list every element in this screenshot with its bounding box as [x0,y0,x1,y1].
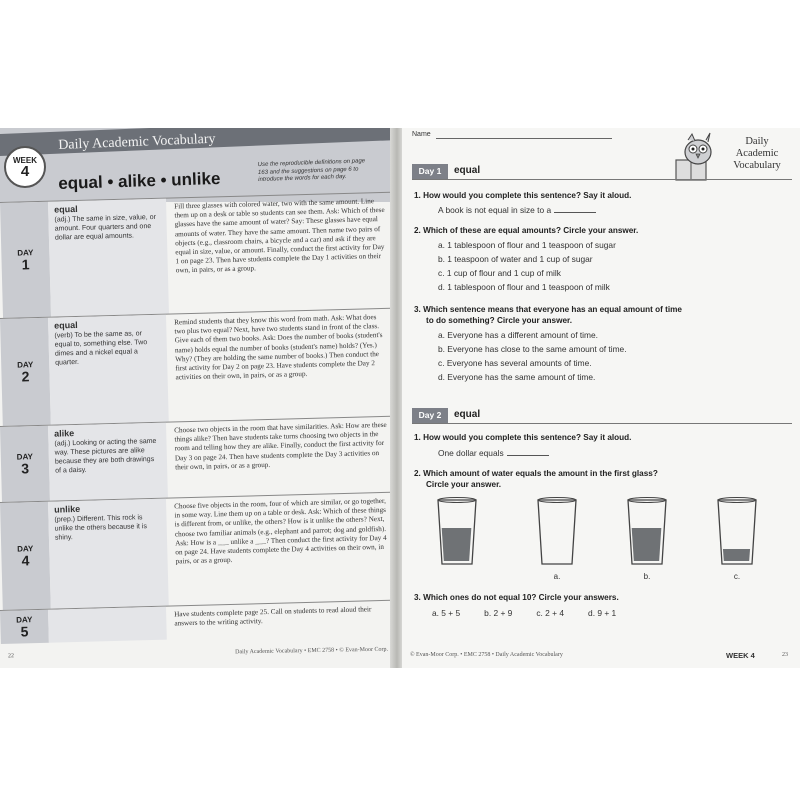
term: equal [54,319,78,331]
activity-cell: Have students complete page 25. Call on students to read aloud their answers to the writing activity. [174,605,372,628]
q3-option-b[interactable]: b. Everyone has close to the same amount of time. [438,344,627,354]
day2-word: equal [454,409,481,420]
day-row-4 [0,492,396,610]
definition: (prep.) Different. This rock is unlike the others because it is shiny. [54,514,148,542]
week-number: 4 [20,163,30,180]
definition-cell [48,423,168,501]
week-label: WEEK [13,156,37,165]
day-label: DAY 4 [0,502,51,610]
day2-question-1: 1. How would you complete this sentence? Say it aloud. [414,433,632,442]
glass-c[interactable] [716,496,758,568]
question-3-line1: 3. Which sentence means that everyone has an equal amount of time [414,305,682,314]
day-table [0,197,396,644]
definition: (adj.) The same in size, value, or amount. Four quarters and one dollar are equal amounts. [54,213,156,242]
day-row-2 [0,308,396,426]
day2-tag: Day 2 [412,408,448,423]
question-2: 2. Which of these are equal amounts? Circle your answer. [414,226,639,235]
water-fill [723,549,750,561]
glass-label-b: b. [643,572,651,581]
glass-label-c: c. [733,572,741,581]
activity-cell: Choose five objects in the room, four of which are similar, or go together, in some way. Line them up on a table or desk. Ask: Which of these things is different from, or unlike, the others? How is it unlike the others? Next, choose two familiar animals (e.g., elephant and parrot; dog and goldfish). Ask: How is a ___ unlike a ___? Then conduct the first activity for Day 4 on page 24. Have students complete the Day 4 activities on their own, in pairs, or as a group. [174,496,387,566]
question-3-line2: to do something? Circle your answer. [426,316,573,325]
q2-option-d[interactable]: d. 1 tablespoon of flour and 1 teaspoon of milk [438,282,610,292]
definition-cell [48,607,167,643]
d2q3-option-d[interactable]: d. 9 + 1 [588,608,617,618]
instruction-note: Use the reproducible definitions on page 163 and the suggestions on page 6 to introduce the words for each day. [257,158,366,184]
day-label: DAY 2 [0,318,51,426]
q1-prompt: A book is not equal in size to a [438,205,596,215]
day2-header [412,408,792,424]
answer-blank[interactable] [507,455,549,456]
banner-title: Daily Academic Vocabulary [58,131,216,153]
day2-question-2-line2: Circle your answer. [426,480,502,489]
activity-cell: Fill three glasses with colored water, two with the same amount. Line them up on a desk or table so students can see them. Ask: Which of these glasses have the same amount of water? Say: These glasses have equal amounts of water. They have the same amount. Then name two pairs of objects (e.g., classroom chairs, a bicycle and a car) and ask if they are equal in size, value, or amount. Finally, conduct the first activity for Day 1 on page 23. Then have students complete the Day 1 activities on their own, in pairs, or as a group. [174,197,385,275]
water-fill [442,528,472,561]
q2-option-a[interactable]: a. 1 tablespoon of flour and 1 teaspoon of sugar [438,240,616,250]
left-page-header [0,128,396,202]
page-number: 23 [782,652,788,658]
definition-cell [48,199,169,317]
day-label: DAY 1 [0,202,51,318]
day2-question-2-line1: 2. Which amount of water equals the amount in the first glass? [414,469,658,478]
q3-option-a[interactable]: a. Everyone has a different amount of time. [438,330,598,340]
day-label: DAY 5 [0,610,49,644]
day1-tag: Day 1 [412,164,448,179]
activity-cell: Choose two objects in the room that have similarities. Ask: How are these things alike? Then have students take turns choosing two objects in the room and telling how they are alike. Finally, conduct the first activity for Day 3 on page 24. Then have students complete the Day 3 activities on their own, in pairs, or as a group. [174,420,387,472]
day1-header [412,164,792,180]
glass-reference [436,496,478,568]
left-page [0,128,396,668]
day1-word: equal [454,165,481,176]
footer-text: © Evan-Moor Corp. • EMC 2758 • Daily Academic Vocabulary [410,652,563,658]
day-row-3 [0,416,396,502]
definition-cell [48,499,169,609]
d2q1-prompt: One dollar equals [438,448,549,458]
day-row-1 [0,192,396,318]
term: equal [54,203,78,215]
water-fill [632,528,662,561]
right-footer [410,652,794,658]
d2q3-options [432,608,732,618]
name-label: Name [412,131,431,138]
q3-option-c[interactable]: c. Everyone has several amounts of time. [438,358,592,368]
left-footer [8,647,388,660]
answer-blank[interactable] [554,212,596,213]
definition-cell [48,315,169,425]
term [54,611,160,614]
glasses-figure [436,496,776,586]
definition: (verb) To be the same as, or equal to, something else. Two dimes and a nickel equal a quarter. [54,330,148,367]
glass-a[interactable] [536,496,578,568]
glass-b[interactable] [626,496,668,568]
glass-label-a: a. [553,572,561,581]
day-label: DAY 3 [0,426,50,502]
d2q3-option-a[interactable]: a. 5 + 5 [432,608,461,618]
q2-option-b[interactable]: b. 1 teaspoon of water and 1 cup of sugar [438,254,593,264]
day2-question-3: 3. Which ones do not equal 10? Circle your answers. [414,593,619,602]
name-line [436,138,612,139]
footer-week: WEEK 4 [726,651,755,660]
d2q3-option-b[interactable]: b. 2 + 9 [484,608,513,618]
definition: (adj.) Looking or acting the same way. These pictures are alike because they are both drawings of a daisy. [54,437,157,475]
q2-option-c[interactable]: c. 1 cup of flour and 1 cup of milk [438,268,561,278]
glass-outline [538,500,576,564]
term: alike [54,428,75,439]
right-page [402,128,800,668]
activity-cell: Remind students that they know this word from math. Ask: What does two plus two equal? Next, have two students stand in front of the class. Give each of them two books. Ask: Does the number of books (student's name) holds equal the number of books (student's name) holds? (Yes.) Why? (They are holding the same number of books.) Then conduct the first activity for Day 2 on page 23. Have students complete the Day 2 activities on their own, in pairs, or as a group. [174,313,383,382]
footer-text: Daily Academic Vocabulary • EMC 2758 • © Evan-Moor Corp. [235,646,389,656]
logo-text: Daily Academic Vocabulary [733,136,781,171]
d2q3-option-c[interactable]: c. 2 + 4 [536,608,565,618]
week-badge [4,146,46,188]
term: unlike [54,503,81,515]
q3-option-d[interactable]: d. Everyone has the same amount of time. [438,372,596,382]
page-title: equal • alike • unlike [58,168,221,193]
page-number: 22 [7,653,15,660]
question-1: 1. How would you complete this sentence? Say it aloud. [414,191,632,200]
